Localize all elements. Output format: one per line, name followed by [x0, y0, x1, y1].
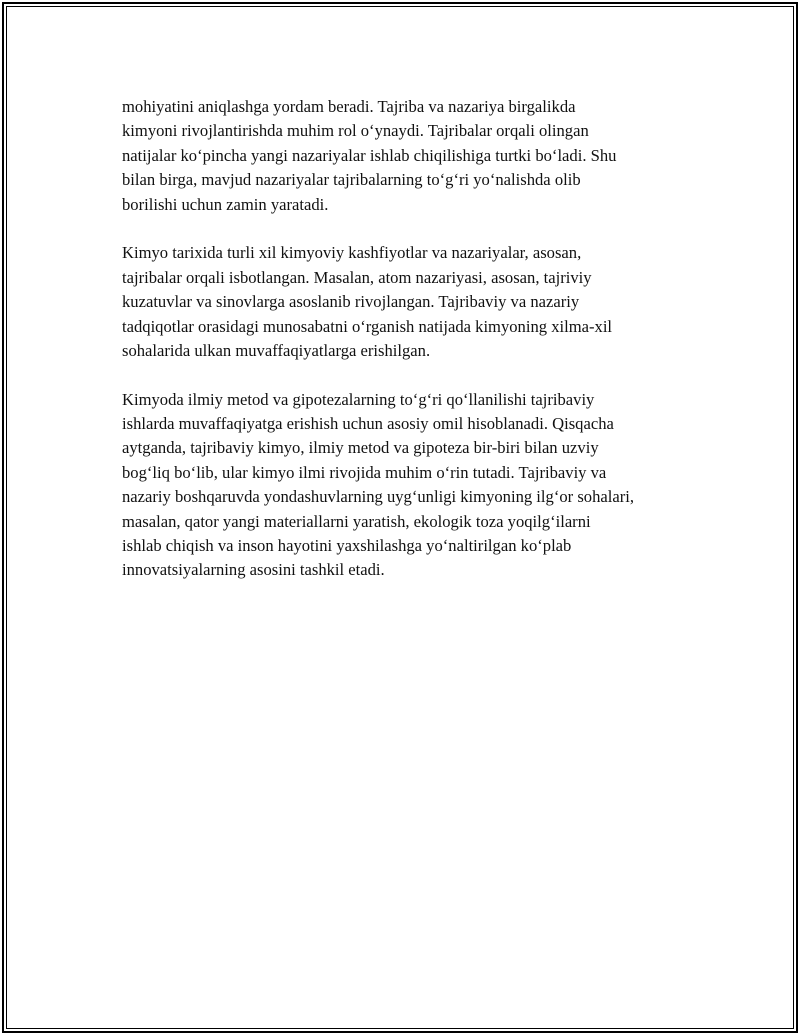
text-line: tajribalar orqali isbotlangan. Masalan, atom nazariyasi, asosan, tajriviy [122, 267, 592, 287]
text-line: natijalar ko‘pincha yangi nazariyalar ishlab chiqilishiga turtki bo‘ladi. Shu [122, 145, 617, 165]
paragraph-3 [122, 388, 722, 583]
document-body [122, 95, 722, 607]
paragraph-2 [122, 241, 722, 363]
text-line: innovatsiyalarning asosini tashkil etadi. [122, 560, 385, 580]
text-line: tadqiqotlar orasidagi munosabatni o‘rganish natijada kimyoning xilma-xil [122, 316, 613, 336]
text-line: sohalarida ulkan muvaffaqiyatlarga erishilgan. [122, 340, 431, 360]
text-line: kuzatuvlar va sinovlarga asoslanib rivojlangan. Tajribaviy va nazariy [122, 292, 580, 312]
text-line: aytganda, tajribaviy kimyo, ilmiy metod va gipoteza bir-biri bilan uzviy [122, 438, 599, 458]
page-frame [2, 2, 798, 1033]
text-line: kimyoni rivojlantirishda muhim rol o‘ynaydi. Tajribalar orqali olingan [122, 121, 589, 141]
text-line: ishlab chiqish va inson hayotini yaxshilashga yo‘naltirilgan ko‘plab [122, 536, 572, 556]
text-line: mohiyatini aniqlashga yordam beradi. Tajriba va nazariya birgalikda [122, 97, 576, 116]
text-line: nazariy boshqaruvda yondashuvlarning uyg‘unligi kimyoning ilg‘or sohalari, [122, 487, 634, 507]
paragraph-1 [122, 95, 722, 217]
text-line: Kimyoda ilmiy metod va gipotezalarning to‘g‘ri qo‘llanilishi tajribaviy [122, 389, 595, 409]
text-line: bog‘liq bo‘lib, ular kimyo ilmi rivojida muhim o‘rin tutadi. Tajribaviy va [122, 462, 607, 482]
text-line: Kimyo tarixida turli xil kimyoviy kashfiyotlar va nazariyalar, asosan, [122, 243, 582, 263]
text-line: bilan birga, mavjud nazariyalar tajribalarning to‘g‘ri yo‘nalishda olib [122, 170, 581, 190]
text-line: masalan, qator yangi materiallarni yaratish, ekologik toza yoqilg‘ilarni [122, 511, 591, 531]
text-line: borilishi uchun zamin yaratadi. [122, 194, 329, 214]
text-line: ishlarda muvaffaqiyatga erishish uchun asosiy omil hisoblanadi. Qisqacha [122, 414, 614, 434]
